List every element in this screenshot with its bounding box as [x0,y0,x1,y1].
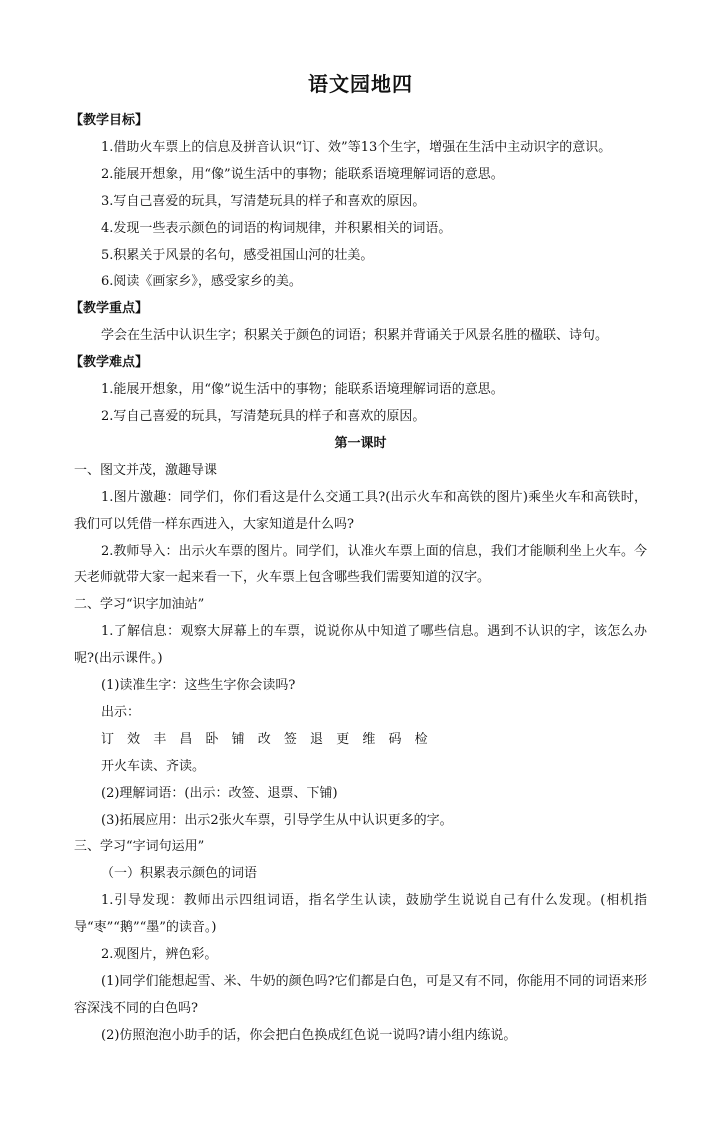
part1-paragraph: 2.教师导入：出示火车票的图片。同学们，认准火车票上面的信息，我们才能顺利坐上火车。今天老师就带大家一起来看一下，火车票上包含哪些我们需要知道的汉字。 [74,543,647,586]
new-characters-row: 订 效 丰 昌 卧 铺 改 签 退 更 维 码 检 [101,731,431,747]
key-points-heading: 【教学重点】 [70,301,149,317]
part2-heading: 二、学习“识字加油站” [74,597,205,613]
document-title: 语文园地四 [308,72,413,96]
part2-line: (1)读准生字：这些生字你会读吗? [101,678,296,694]
part1-heading: 一、图文并茂，激趣导课 [74,462,218,478]
goal-item: 3.写自己喜爱的玩具，写清楚玩具的样子和喜欢的原因。 [101,193,426,209]
goal-item: 4.发现一些表示颜色的词语的构词规律，并积累相关的词语。 [101,220,452,236]
part3-subheading: （一）积累表示颜色的词语 [101,866,258,882]
part3-paragraph: 1.引导发现：教师出示四组词语，指名学生认读，鼓励学生说说自己有什么发现。(相机指导“枣”“鹅”“墨”的读音。) [74,893,647,936]
difficult-item: 2.写自己喜爱的玩具，写清楚玩具的样子和喜欢的原因。 [101,408,426,424]
key-points-text: 学会在生活中认识生字；积累关于颜色的词语；积累并背诵关于风景名胜的楹联、诗句。 [101,328,609,344]
goal-item: 6.阅读《画家乡》，感受家乡的美。 [101,274,302,290]
goal-item: 1.借助火车票上的信息及拼音认识“订、效”等13个生字，增强在生活中主动识字的意识。 [101,139,612,155]
part2-paragraph: 1.了解信息：观察大屏幕上的车票，说说你从中知道了哪些信息。遇到不认识的字，该怎么办呢?(出示课件。) [74,624,647,667]
part2-line: 开火车读、齐读。 [101,758,206,774]
part2-line: (2)理解词语：(出示：改签、退票、下铺) [101,785,338,801]
part3-line: 2.观图片，辨色彩。 [101,947,218,963]
part3-line: (2)仿照泡泡小助手的话，你会把白色换成红色说一说吗?请小组内练说。 [101,1027,517,1043]
goals-heading: 【教学目标】 [70,113,149,128]
part2-line: 出示： [101,704,141,720]
difficult-points-heading: 【教学难点】 [70,355,149,371]
goal-item: 2.能展开想象，用“像”说生活中的事物；能联系语境理解词语的意思。 [101,166,504,182]
part2-line: (3)拓展应用：出示2张火车票，引导学生从中认识更多的字。 [101,812,453,828]
part3-heading: 三、学习“字词句运用” [74,839,205,855]
difficult-item: 1.能展开想象，用“像”说生活中的事物；能联系语境理解词语的意思。 [101,382,504,398]
part1-paragraph: 1.图片激趣：同学们，你们看这是什么交通工具?(出示火车和高铁的图片)乘坐火车和高铁时，我们可以凭借一样东西进入，大家知道是什么吗? [74,489,647,532]
part3-paragraph: (1)同学们能想起雪、米、牛奶的颜色吗?它们都是白色，可是又有不同，你能用不同的词语来形容深浅不同的白色吗? [74,974,647,1016]
goal-item: 5.积累关于风景的名句，感受祖国山河的壮美。 [101,247,374,263]
lesson-title: 第一课时 [334,435,387,451]
